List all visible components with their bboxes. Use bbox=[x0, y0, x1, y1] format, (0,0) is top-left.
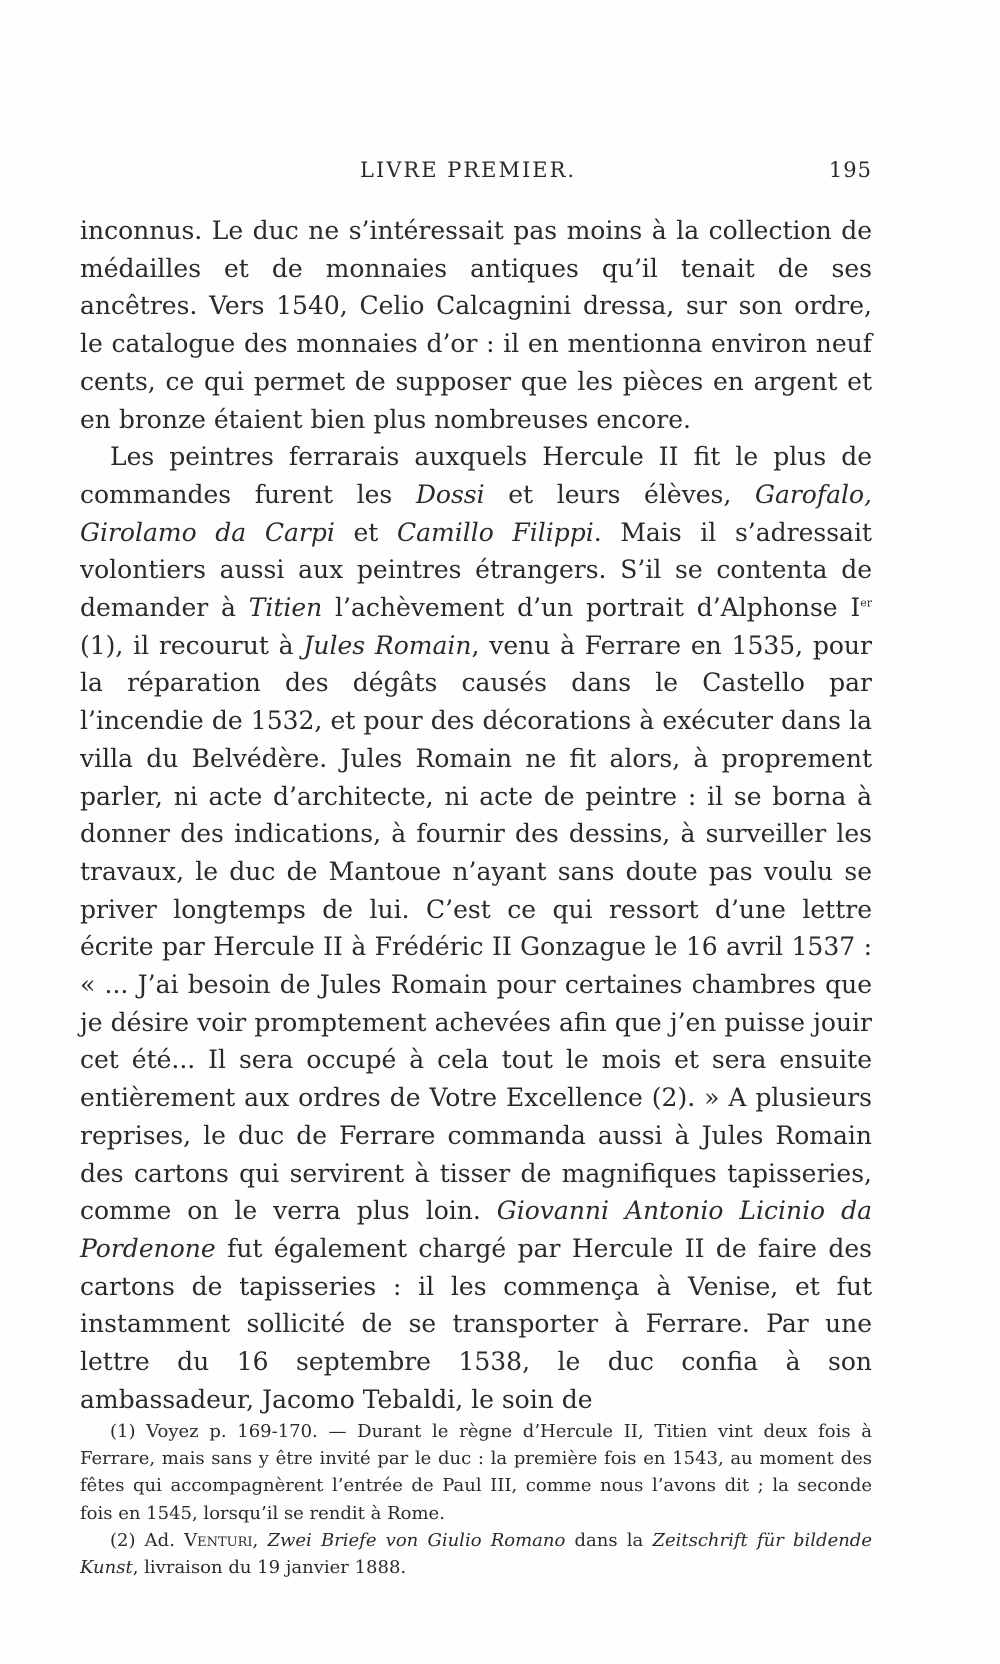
page-header bbox=[80, 158, 872, 188]
fn2-text-2: , bbox=[252, 1529, 268, 1551]
p2-text-4: . Mais il s’adressait volontiers aussi aux peintres étrangers. S’il se contenta de demander à bbox=[80, 517, 872, 623]
superscript-er: er bbox=[860, 596, 872, 610]
fn2-journal: Zeitschrift für bildende Kunst bbox=[80, 1529, 872, 1579]
p2-text-1: Les peintres ferrarais auxquels Hercule II fit le plus de commandes furent les bbox=[80, 442, 872, 509]
fn2-text-1: (2) Ad. bbox=[110, 1529, 185, 1551]
p2-text-6: (1), il recourut à bbox=[80, 630, 304, 660]
artist-garofalo-carpi: Garofalo, Girolamo da Carpi bbox=[80, 479, 872, 547]
page-number: 195 bbox=[828, 158, 872, 182]
footnotes bbox=[80, 1418, 872, 1581]
fn2-title: Zwei Briefe von Giulio Romano bbox=[267, 1529, 566, 1551]
p2-text-2: et leurs élèves, bbox=[484, 479, 755, 509]
footnote-2 bbox=[80, 1527, 872, 1581]
p2-text-7: , venu à Ferrare en 1535, pour la réparation des dégâts causés dans le Castello par l’incendie de 1532, et pour des décorations à exécuter dans la villa du Belvédère. Jules Romain ne fit alors, à proprement parler, ni acte d’architecte, ni acte de peintre : il se borna à donner des indications, à fournir des dessins, à surveiller les travaux, le duc de Mantoue n’ayant sans doute pas voulu se priver longtemps de lui. C’est ce qui ressort d’une lettre écrite par Hercule II à Frédéric II Gonzague le 16 avril 1537 : « ... J’ai besoin de Jules Romain pour certaines chambres que je désire voir promptement achevées afin que j’en puisse jouir cet été... Il sera occupé à cela tout le mois et sera ensuite entièrement aux ordres de Votre Excellence (2). » A plusieurs reprises, le duc de Ferrare commanda aussi à Jules Romain des cartons qui servirent à tisser de magnifiques tapisseries, comme on le verra plus loin. bbox=[80, 630, 872, 1226]
fn2-author: Venturi bbox=[184, 1529, 253, 1551]
paragraph-1: inconnus. Le duc ne s’intéressait pas moins à la collection de médailles et de monnaies antiques qu’il tenait de ses ancêtres. Vers 1540, Celio Calcagnini dressa, sur son ordre, le catalogue des monnaies d’or : il en mentionna environ neuf cents, ce qui permet de supposer que les pièces en argent et en bronze étaient bien plus nombreuses encore. bbox=[80, 216, 872, 434]
fn2-text-3: dans la bbox=[565, 1529, 653, 1551]
paragraph-2 bbox=[80, 438, 872, 1418]
artist-camillo-filippi: Camillo Filippi bbox=[396, 517, 594, 547]
artist-dossi: Dossi bbox=[415, 479, 485, 509]
body-text bbox=[80, 212, 872, 1419]
p2-text-3: et bbox=[334, 517, 397, 547]
footnote-1: (1) Voyez p. 169-170. — Durant le règne d’Hercule II, Titien vint deux fois à Ferrare, mais sans y être invité par le duc : la première fois en 1543, au moment des fêtes qui accompagnèrent l’entrée de Paul III, comme nous l’avons dit ; la seconde fois en 1545, lorsqu’il se rendit à Rome. bbox=[80, 1421, 872, 1524]
artist-jules-romain: Jules Romain bbox=[303, 630, 472, 660]
p2-text-5: l’achèvement d’un portrait d’Alphonse I bbox=[322, 593, 861, 623]
p2-text-8: fut également chargé par Hercule II de faire des cartons de tapisseries : il les commença à Venise, et fut instamment sollicité de se transporter à Ferrare. Par une lettre du 16 septembre 1538, le duc confia à son ambassadeur, Jacomo Tebaldi, le soin de bbox=[80, 1233, 872, 1414]
fn2-text-4: , livraison du 19 janvier 1888. bbox=[132, 1557, 407, 1579]
artist-pordenone: Giovanni Antonio Licinio da Pordenone bbox=[80, 1196, 872, 1263]
running-title: LIVRE PREMIER. bbox=[360, 158, 577, 182]
artist-titien: Titien bbox=[248, 593, 323, 623]
